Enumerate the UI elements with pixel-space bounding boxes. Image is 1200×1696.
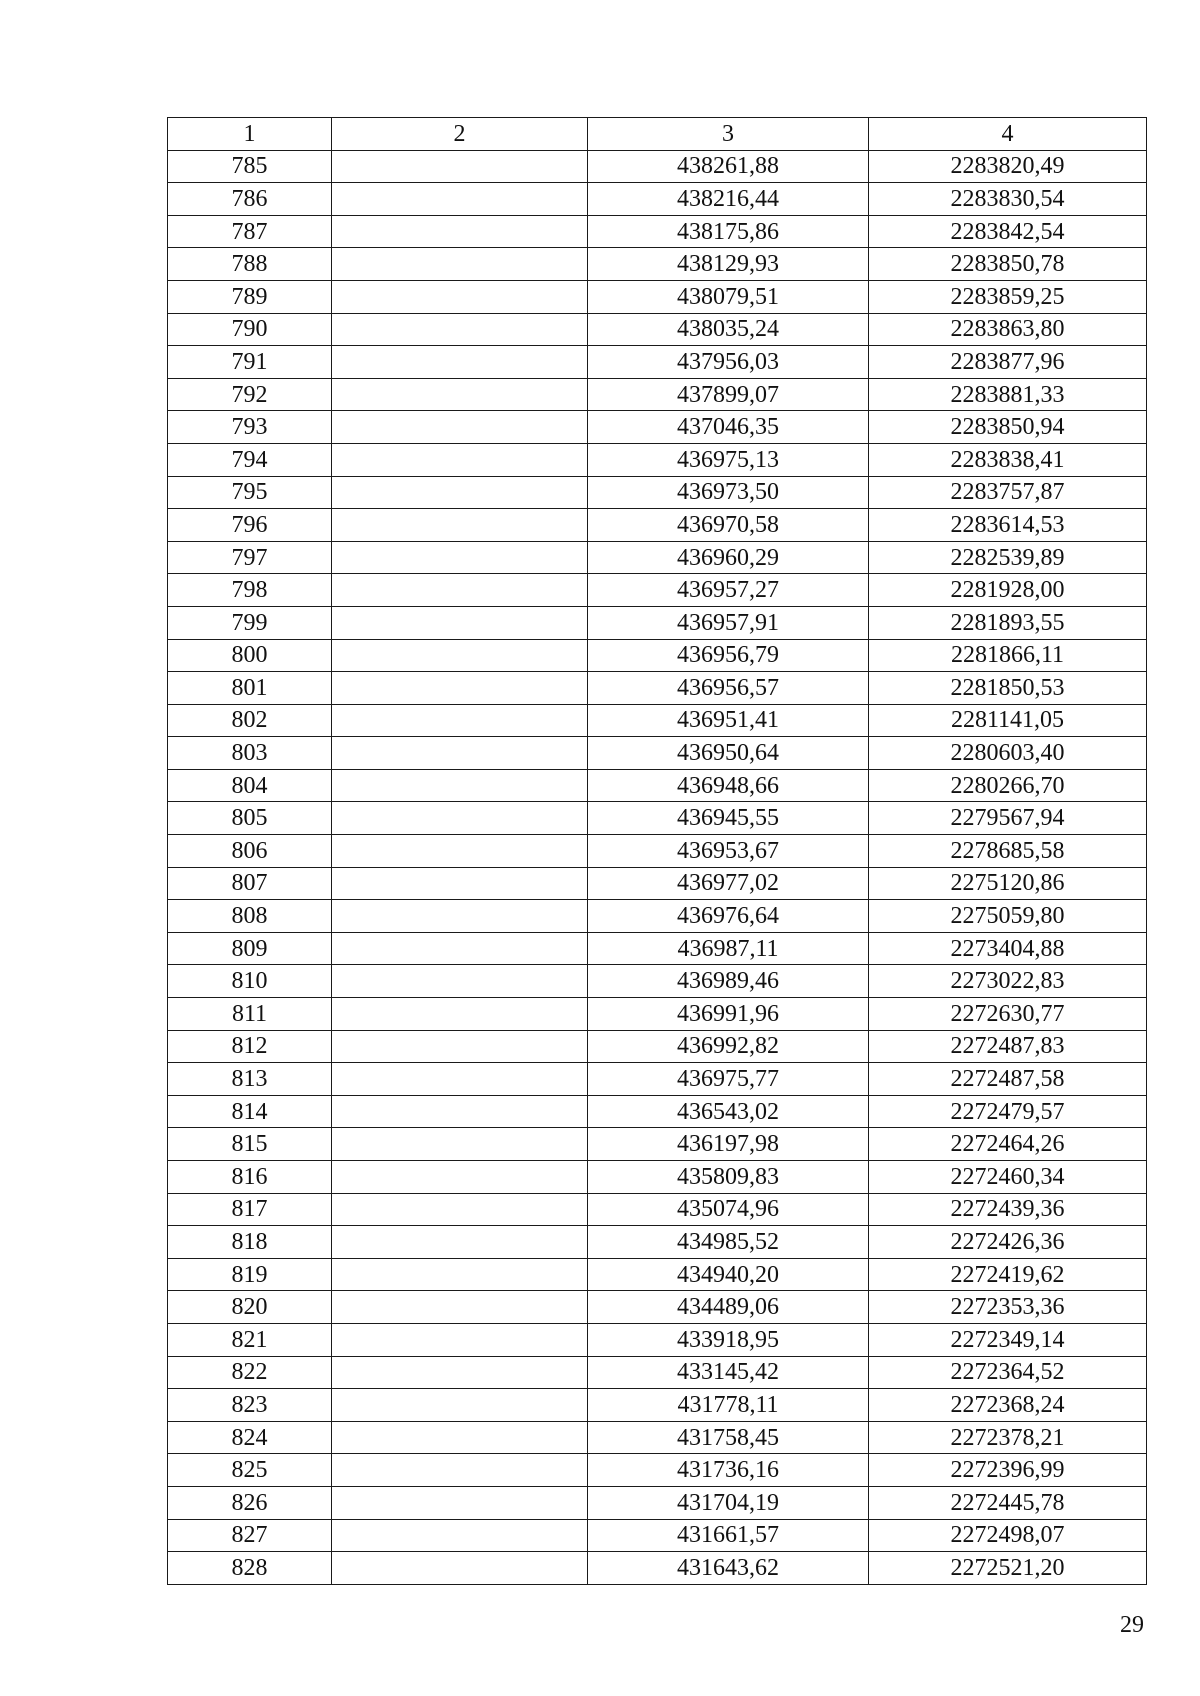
table-cell-col-2	[332, 1258, 588, 1291]
table-cell-col-1: 806	[168, 835, 332, 868]
table-cell-col-4: 2283881,33	[869, 378, 1147, 411]
table-cell-col-1: 786	[168, 183, 332, 216]
table-cell-col-2	[332, 672, 588, 705]
table-cell-col-3: 436956,79	[588, 639, 869, 672]
table-cell-col-1: 793	[168, 411, 332, 444]
table-cell-col-3: 433918,95	[588, 1323, 869, 1356]
table-row	[168, 1161, 1147, 1194]
table-row	[168, 378, 1147, 411]
table-header-row	[168, 118, 1147, 151]
table-cell-col-4: 2272521,20	[869, 1552, 1147, 1585]
table-row	[168, 606, 1147, 639]
column-header-4: 4	[869, 118, 1147, 151]
table-cell-col-2	[332, 1063, 588, 1096]
table-cell-col-2	[332, 998, 588, 1031]
table-cell-col-3: 436945,55	[588, 802, 869, 835]
table-row	[168, 183, 1147, 216]
table-cell-col-2	[332, 737, 588, 770]
table-cell-col-4: 2272378,21	[869, 1421, 1147, 1454]
table-cell-col-1: 819	[168, 1258, 332, 1291]
table-cell-col-2	[332, 313, 588, 346]
table-cell-col-2	[332, 965, 588, 998]
table-cell-col-4: 2272498,07	[869, 1519, 1147, 1552]
table-cell-col-2	[332, 802, 588, 835]
table-cell-col-1: 795	[168, 476, 332, 509]
table-cell-col-4: 2272487,83	[869, 1030, 1147, 1063]
table-cell-col-3: 435074,96	[588, 1193, 869, 1226]
table-row	[168, 1323, 1147, 1356]
table-cell-col-1: 790	[168, 313, 332, 346]
table-cell-col-3: 436977,02	[588, 867, 869, 900]
table-cell-col-1: 802	[168, 704, 332, 737]
table-row	[168, 639, 1147, 672]
table-cell-col-4: 2280603,40	[869, 737, 1147, 770]
table-row	[168, 769, 1147, 802]
table-row	[168, 1226, 1147, 1259]
table-cell-col-2	[332, 835, 588, 868]
table-cell-col-1: 787	[168, 215, 332, 248]
table-cell-col-3: 437899,07	[588, 378, 869, 411]
table-cell-col-1: 804	[168, 769, 332, 802]
table-cell-col-2	[332, 769, 588, 802]
table-cell-col-1: 799	[168, 606, 332, 639]
column-header-3: 3	[588, 118, 869, 151]
table-cell-col-2	[332, 346, 588, 379]
table-cell-col-4: 2283859,25	[869, 280, 1147, 313]
column-header-1: 1	[168, 118, 332, 151]
table-row	[168, 215, 1147, 248]
table-row	[168, 1486, 1147, 1519]
table-row	[168, 443, 1147, 476]
table-cell-col-4: 2272630,77	[869, 998, 1147, 1031]
table-cell-col-2	[332, 704, 588, 737]
table-body	[168, 150, 1147, 1584]
table-cell-col-4: 2278685,58	[869, 835, 1147, 868]
table-cell-col-2	[332, 639, 588, 672]
table-cell-col-4: 2273404,88	[869, 932, 1147, 965]
table-cell-col-1: 817	[168, 1193, 332, 1226]
table-cell-col-3: 431643,62	[588, 1552, 869, 1585]
table-cell-col-1: 818	[168, 1226, 332, 1259]
table-cell-col-4: 2282539,89	[869, 541, 1147, 574]
table-cell-col-3: 436976,64	[588, 900, 869, 933]
table-cell-col-2	[332, 900, 588, 933]
table-cell-col-2	[332, 1421, 588, 1454]
table-row	[168, 574, 1147, 607]
table-cell-col-1: 811	[168, 998, 332, 1031]
table-row	[168, 248, 1147, 281]
table-cell-col-3: 431736,16	[588, 1454, 869, 1487]
table-cell-col-3: 433145,42	[588, 1356, 869, 1389]
table-cell-col-2	[332, 1486, 588, 1519]
table-cell-col-4: 2283850,94	[869, 411, 1147, 444]
table-cell-col-3: 436956,57	[588, 672, 869, 705]
table-cell-col-3: 436970,58	[588, 509, 869, 542]
table-cell-col-1: 824	[168, 1421, 332, 1454]
table-cell-col-1: 825	[168, 1454, 332, 1487]
table-cell-col-1: 803	[168, 737, 332, 770]
table-cell-col-4: 2283757,87	[869, 476, 1147, 509]
table-cell-col-3: 436957,27	[588, 574, 869, 607]
table-cell-col-2	[332, 378, 588, 411]
table-cell-col-2	[332, 411, 588, 444]
table-cell-col-2	[332, 476, 588, 509]
table-cell-col-3: 436950,64	[588, 737, 869, 770]
table-cell-col-1: 814	[168, 1095, 332, 1128]
table-cell-col-3: 434489,06	[588, 1291, 869, 1324]
table-cell-col-1: 823	[168, 1389, 332, 1422]
table-row	[168, 900, 1147, 933]
table-cell-col-3: 435809,83	[588, 1161, 869, 1194]
table-cell-col-2	[332, 1161, 588, 1194]
table-row	[168, 704, 1147, 737]
table-cell-col-4: 2283850,78	[869, 248, 1147, 281]
table-cell-col-4: 2281850,53	[869, 672, 1147, 705]
table-cell-col-3: 431704,19	[588, 1486, 869, 1519]
table-row	[168, 1421, 1147, 1454]
table-cell-col-1: 816	[168, 1161, 332, 1194]
table-cell-col-4: 2280266,70	[869, 769, 1147, 802]
table-cell-col-1: 812	[168, 1030, 332, 1063]
table-cell-col-3: 436989,46	[588, 965, 869, 998]
table-cell-col-3: 438129,93	[588, 248, 869, 281]
table-cell-col-1: 785	[168, 150, 332, 183]
table-cell-col-2	[332, 280, 588, 313]
table-row	[168, 1291, 1147, 1324]
table-cell-col-3: 438079,51	[588, 280, 869, 313]
table-cell-col-4: 2283838,41	[869, 443, 1147, 476]
table-cell-col-3: 437956,03	[588, 346, 869, 379]
table-row	[168, 1063, 1147, 1096]
table-cell-col-4: 2275120,86	[869, 867, 1147, 900]
table-cell-col-4: 2272349,14	[869, 1323, 1147, 1356]
table-row	[168, 313, 1147, 346]
table-cell-col-2	[332, 1193, 588, 1226]
table-row	[168, 1519, 1147, 1552]
table-cell-col-4: 2272445,78	[869, 1486, 1147, 1519]
table-cell-col-4: 2283863,80	[869, 313, 1147, 346]
table-cell-col-4: 2272464,26	[869, 1128, 1147, 1161]
table-cell-col-2	[332, 1291, 588, 1324]
table-cell-col-2	[332, 1356, 588, 1389]
table-cell-col-1: 801	[168, 672, 332, 705]
table-cell-col-4: 2272426,36	[869, 1226, 1147, 1259]
table-row	[168, 346, 1147, 379]
table-cell-col-2	[332, 215, 588, 248]
table-cell-col-1: 822	[168, 1356, 332, 1389]
table-row	[168, 802, 1147, 835]
table-cell-col-1: 792	[168, 378, 332, 411]
table-cell-col-4: 2275059,80	[869, 900, 1147, 933]
table-cell-col-2	[332, 606, 588, 639]
table-cell-col-1: 791	[168, 346, 332, 379]
table-row	[168, 1193, 1147, 1226]
table-row	[168, 1095, 1147, 1128]
table-cell-col-3: 436975,13	[588, 443, 869, 476]
table-cell-col-2	[332, 1519, 588, 1552]
table-cell-col-1: 827	[168, 1519, 332, 1552]
page-number: 29	[1120, 1612, 1144, 1638]
table-cell-col-4: 2283877,96	[869, 346, 1147, 379]
table-cell-col-3: 434940,20	[588, 1258, 869, 1291]
table-cell-col-3: 438175,86	[588, 215, 869, 248]
table-row	[168, 476, 1147, 509]
table-row	[168, 867, 1147, 900]
table-cell-col-4: 2272439,36	[869, 1193, 1147, 1226]
table-cell-col-3: 436543,02	[588, 1095, 869, 1128]
table-cell-col-1: 813	[168, 1063, 332, 1096]
table-row	[168, 150, 1147, 183]
table-cell-col-3: 431661,57	[588, 1519, 869, 1552]
table-cell-col-2	[332, 443, 588, 476]
table-cell-col-1: 826	[168, 1486, 332, 1519]
table-row	[168, 737, 1147, 770]
table-cell-col-2	[332, 1389, 588, 1422]
table-cell-col-4: 2281866,11	[869, 639, 1147, 672]
table-cell-col-3: 436975,77	[588, 1063, 869, 1096]
table-cell-col-1: 789	[168, 280, 332, 313]
table-cell-col-3: 436197,98	[588, 1128, 869, 1161]
table-cell-col-2	[332, 1552, 588, 1585]
table-cell-col-2	[332, 150, 588, 183]
table-cell-col-2	[332, 574, 588, 607]
table-row	[168, 280, 1147, 313]
table-cell-col-4: 2272487,58	[869, 1063, 1147, 1096]
table-cell-col-4: 2283842,54	[869, 215, 1147, 248]
table-cell-col-1: 810	[168, 965, 332, 998]
table-cell-col-4: 2272368,24	[869, 1389, 1147, 1422]
table-cell-col-2	[332, 1128, 588, 1161]
table-row	[168, 1258, 1147, 1291]
table-cell-col-3: 436991,96	[588, 998, 869, 1031]
table-cell-col-4: 2273022,83	[869, 965, 1147, 998]
table-row	[168, 1552, 1147, 1585]
column-header-2: 2	[332, 118, 588, 151]
table-cell-col-3: 436953,67	[588, 835, 869, 868]
table-cell-col-1: 809	[168, 932, 332, 965]
table-cell-col-3: 438216,44	[588, 183, 869, 216]
table-cell-col-3: 434985,52	[588, 1226, 869, 1259]
table-cell-col-1: 796	[168, 509, 332, 542]
table-cell-col-2	[332, 509, 588, 542]
table-row	[168, 672, 1147, 705]
table-cell-col-3: 431778,11	[588, 1389, 869, 1422]
table-row	[168, 541, 1147, 574]
table-cell-col-3: 438261,88	[588, 150, 869, 183]
table-cell-col-1: 797	[168, 541, 332, 574]
table-row	[168, 1030, 1147, 1063]
table-cell-col-4: 2283614,53	[869, 509, 1147, 542]
table-cell-col-2	[332, 867, 588, 900]
table-cell-col-2	[332, 1454, 588, 1487]
table-cell-col-3: 436948,66	[588, 769, 869, 802]
table-row	[168, 998, 1147, 1031]
table-cell-col-3: 436992,82	[588, 1030, 869, 1063]
table-cell-col-4: 2272364,52	[869, 1356, 1147, 1389]
table-row	[168, 932, 1147, 965]
table-cell-col-2	[332, 248, 588, 281]
table-cell-col-1: 805	[168, 802, 332, 835]
table-cell-col-4: 2279567,94	[869, 802, 1147, 835]
table-cell-col-1: 800	[168, 639, 332, 672]
table-cell-col-2	[332, 541, 588, 574]
coordinates-table	[167, 117, 1147, 1585]
table-cell-col-2	[332, 932, 588, 965]
table-cell-col-3: 431758,45	[588, 1421, 869, 1454]
table-row	[168, 1389, 1147, 1422]
table-cell-col-4: 2272460,34	[869, 1161, 1147, 1194]
table-row	[168, 835, 1147, 868]
table-cell-col-3: 436987,11	[588, 932, 869, 965]
table-cell-col-4: 2281141,05	[869, 704, 1147, 737]
table-cell-col-3: 436960,29	[588, 541, 869, 574]
table-row	[168, 1356, 1147, 1389]
table-cell-col-4: 2281893,55	[869, 606, 1147, 639]
table-cell-col-4: 2272396,99	[869, 1454, 1147, 1487]
table-cell-col-1: 815	[168, 1128, 332, 1161]
table-cell-col-1: 808	[168, 900, 332, 933]
table-cell-col-3: 437046,35	[588, 411, 869, 444]
table-cell-col-3: 436973,50	[588, 476, 869, 509]
table-cell-col-1: 794	[168, 443, 332, 476]
table-cell-col-4: 2272419,62	[869, 1258, 1147, 1291]
table-cell-col-1: 821	[168, 1323, 332, 1356]
table-cell-col-3: 436951,41	[588, 704, 869, 737]
table-cell-col-1: 788	[168, 248, 332, 281]
table-cell-col-4: 2281928,00	[869, 574, 1147, 607]
table-cell-col-4: 2272353,36	[869, 1291, 1147, 1324]
table-row	[168, 411, 1147, 444]
table-cell-col-4: 2272479,57	[869, 1095, 1147, 1128]
table-cell-col-2	[332, 183, 588, 216]
table-cell-col-4: 2283830,54	[869, 183, 1147, 216]
table-cell-col-1: 820	[168, 1291, 332, 1324]
table-row	[168, 1128, 1147, 1161]
table-cell-col-1: 807	[168, 867, 332, 900]
table-cell-col-1: 828	[168, 1552, 332, 1585]
table-cell-col-3: 438035,24	[588, 313, 869, 346]
table-row	[168, 965, 1147, 998]
table-cell-col-2	[332, 1226, 588, 1259]
table-cell-col-3: 436957,91	[588, 606, 869, 639]
table-row	[168, 509, 1147, 542]
table-cell-col-1: 798	[168, 574, 332, 607]
table-cell-col-2	[332, 1323, 588, 1356]
table-cell-col-2	[332, 1095, 588, 1128]
table-cell-col-4: 2283820,49	[869, 150, 1147, 183]
table-row	[168, 1454, 1147, 1487]
table-cell-col-2	[332, 1030, 588, 1063]
